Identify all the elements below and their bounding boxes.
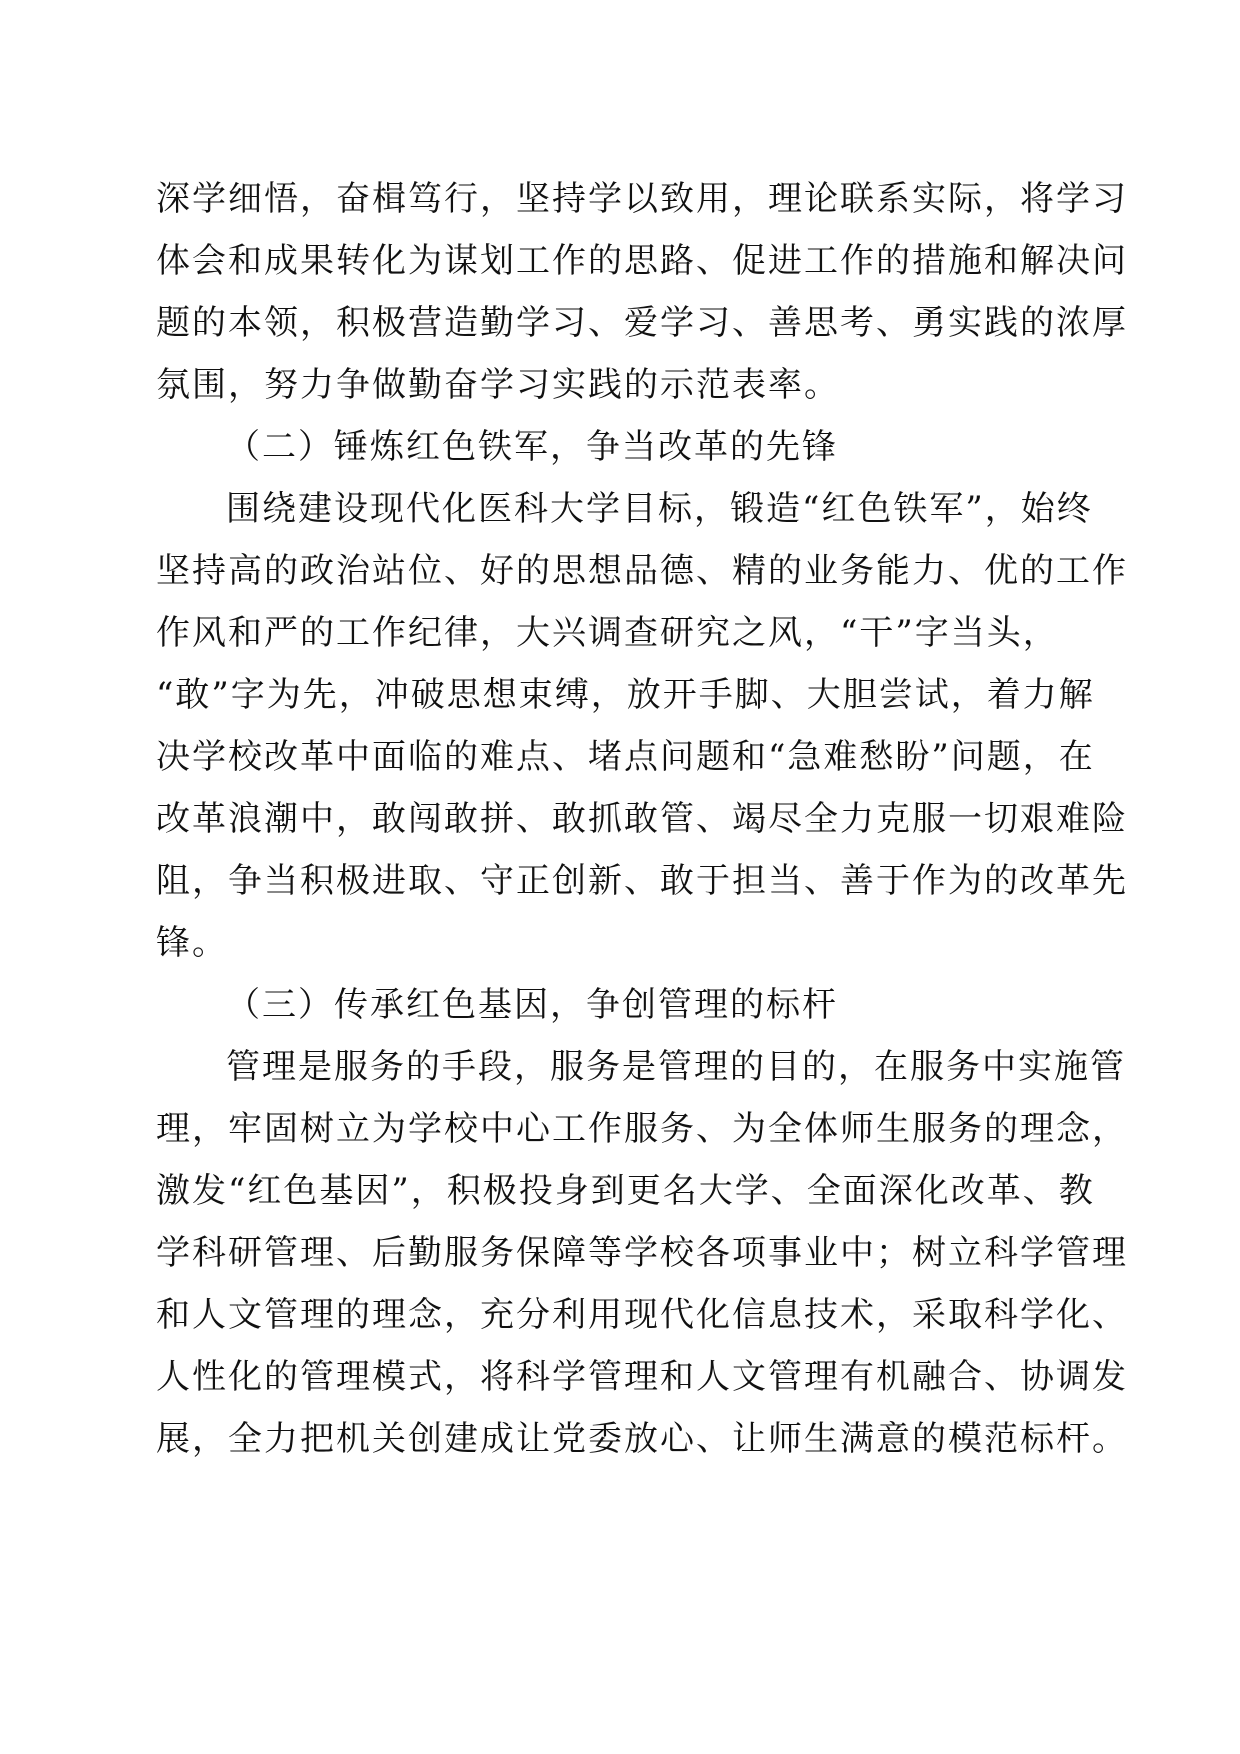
paragraph-line: 激发“红色基因”，积极投身到更名大学、全面深化改革、教 (156, 1171, 1095, 1211)
paragraph-line: 学科研管理、后勤服务保障等学校各项事业中；树立科学管理 (156, 1233, 1128, 1273)
paragraph-line: 人性化的管理模式，将科学管理和人文管理有机融合、协调发 (156, 1357, 1128, 1397)
paragraph-line: 阻，争当积极进取、守正创新、敢于担当、善于作为的改革先 (156, 861, 1128, 901)
document-body (156, 168, 1128, 1470)
paragraph-line: 作风和严的工作纪律，大兴调查研究之风，“干”字当头， (156, 613, 1059, 653)
paragraph-line: 体会和成果转化为谋划工作的思路、促进工作的措施和解决问 (156, 241, 1128, 281)
paragraph-line: 和人文管理的理念，充分利用现代化信息技术，采取科学化、 (156, 1295, 1128, 1335)
paragraph-line: 改革浪潮中，敢闯敢拼、敢抓敢管、竭尽全力克服一切艰难险 (156, 799, 1128, 839)
paragraph-line: 围绕建设现代化医科大学目标，锻造“红色铁军”，始终 (226, 489, 1093, 529)
paragraph-line: “敢”字为先，冲破思想束缚，放开手脚、大胆尝试，着力解 (156, 675, 1095, 715)
section-heading-3: （三）传承红色基因，争创管理的标杆 (226, 985, 838, 1025)
paragraph-line: 展，全力把机关创建成让党委放心、让师生满意的模范标杆。 (156, 1419, 1128, 1459)
paragraph-line: 理，牢固树立为学校中心工作服务、为全体师生服务的理念， (156, 1109, 1128, 1149)
paragraph-line: 氛围，努力争做勤奋学习实践的示范表率。 (156, 365, 840, 405)
paragraph-line: 锋。 (156, 923, 228, 963)
paragraph-line: 深学细悟，奋楫笃行，坚持学以致用，理论联系实际，将学习 (156, 179, 1128, 219)
paragraph-line: 坚持高的政治站位、好的思想品德、精的业务能力、优的工作 (156, 551, 1128, 591)
paragraph-line: 决学校改革中面临的难点、堵点问题和“急难愁盼”问题，在 (156, 737, 1095, 777)
paragraph-line: 管理是服务的手段，服务是管理的目的，在服务中实施管 (226, 1047, 1126, 1087)
section-heading-2: （二）锤炼红色铁军，争当改革的先锋 (226, 427, 838, 467)
paragraph-line: 题的本领，积极营造勤学习、爱学习、善思考、勇实践的浓厚 (156, 303, 1128, 343)
